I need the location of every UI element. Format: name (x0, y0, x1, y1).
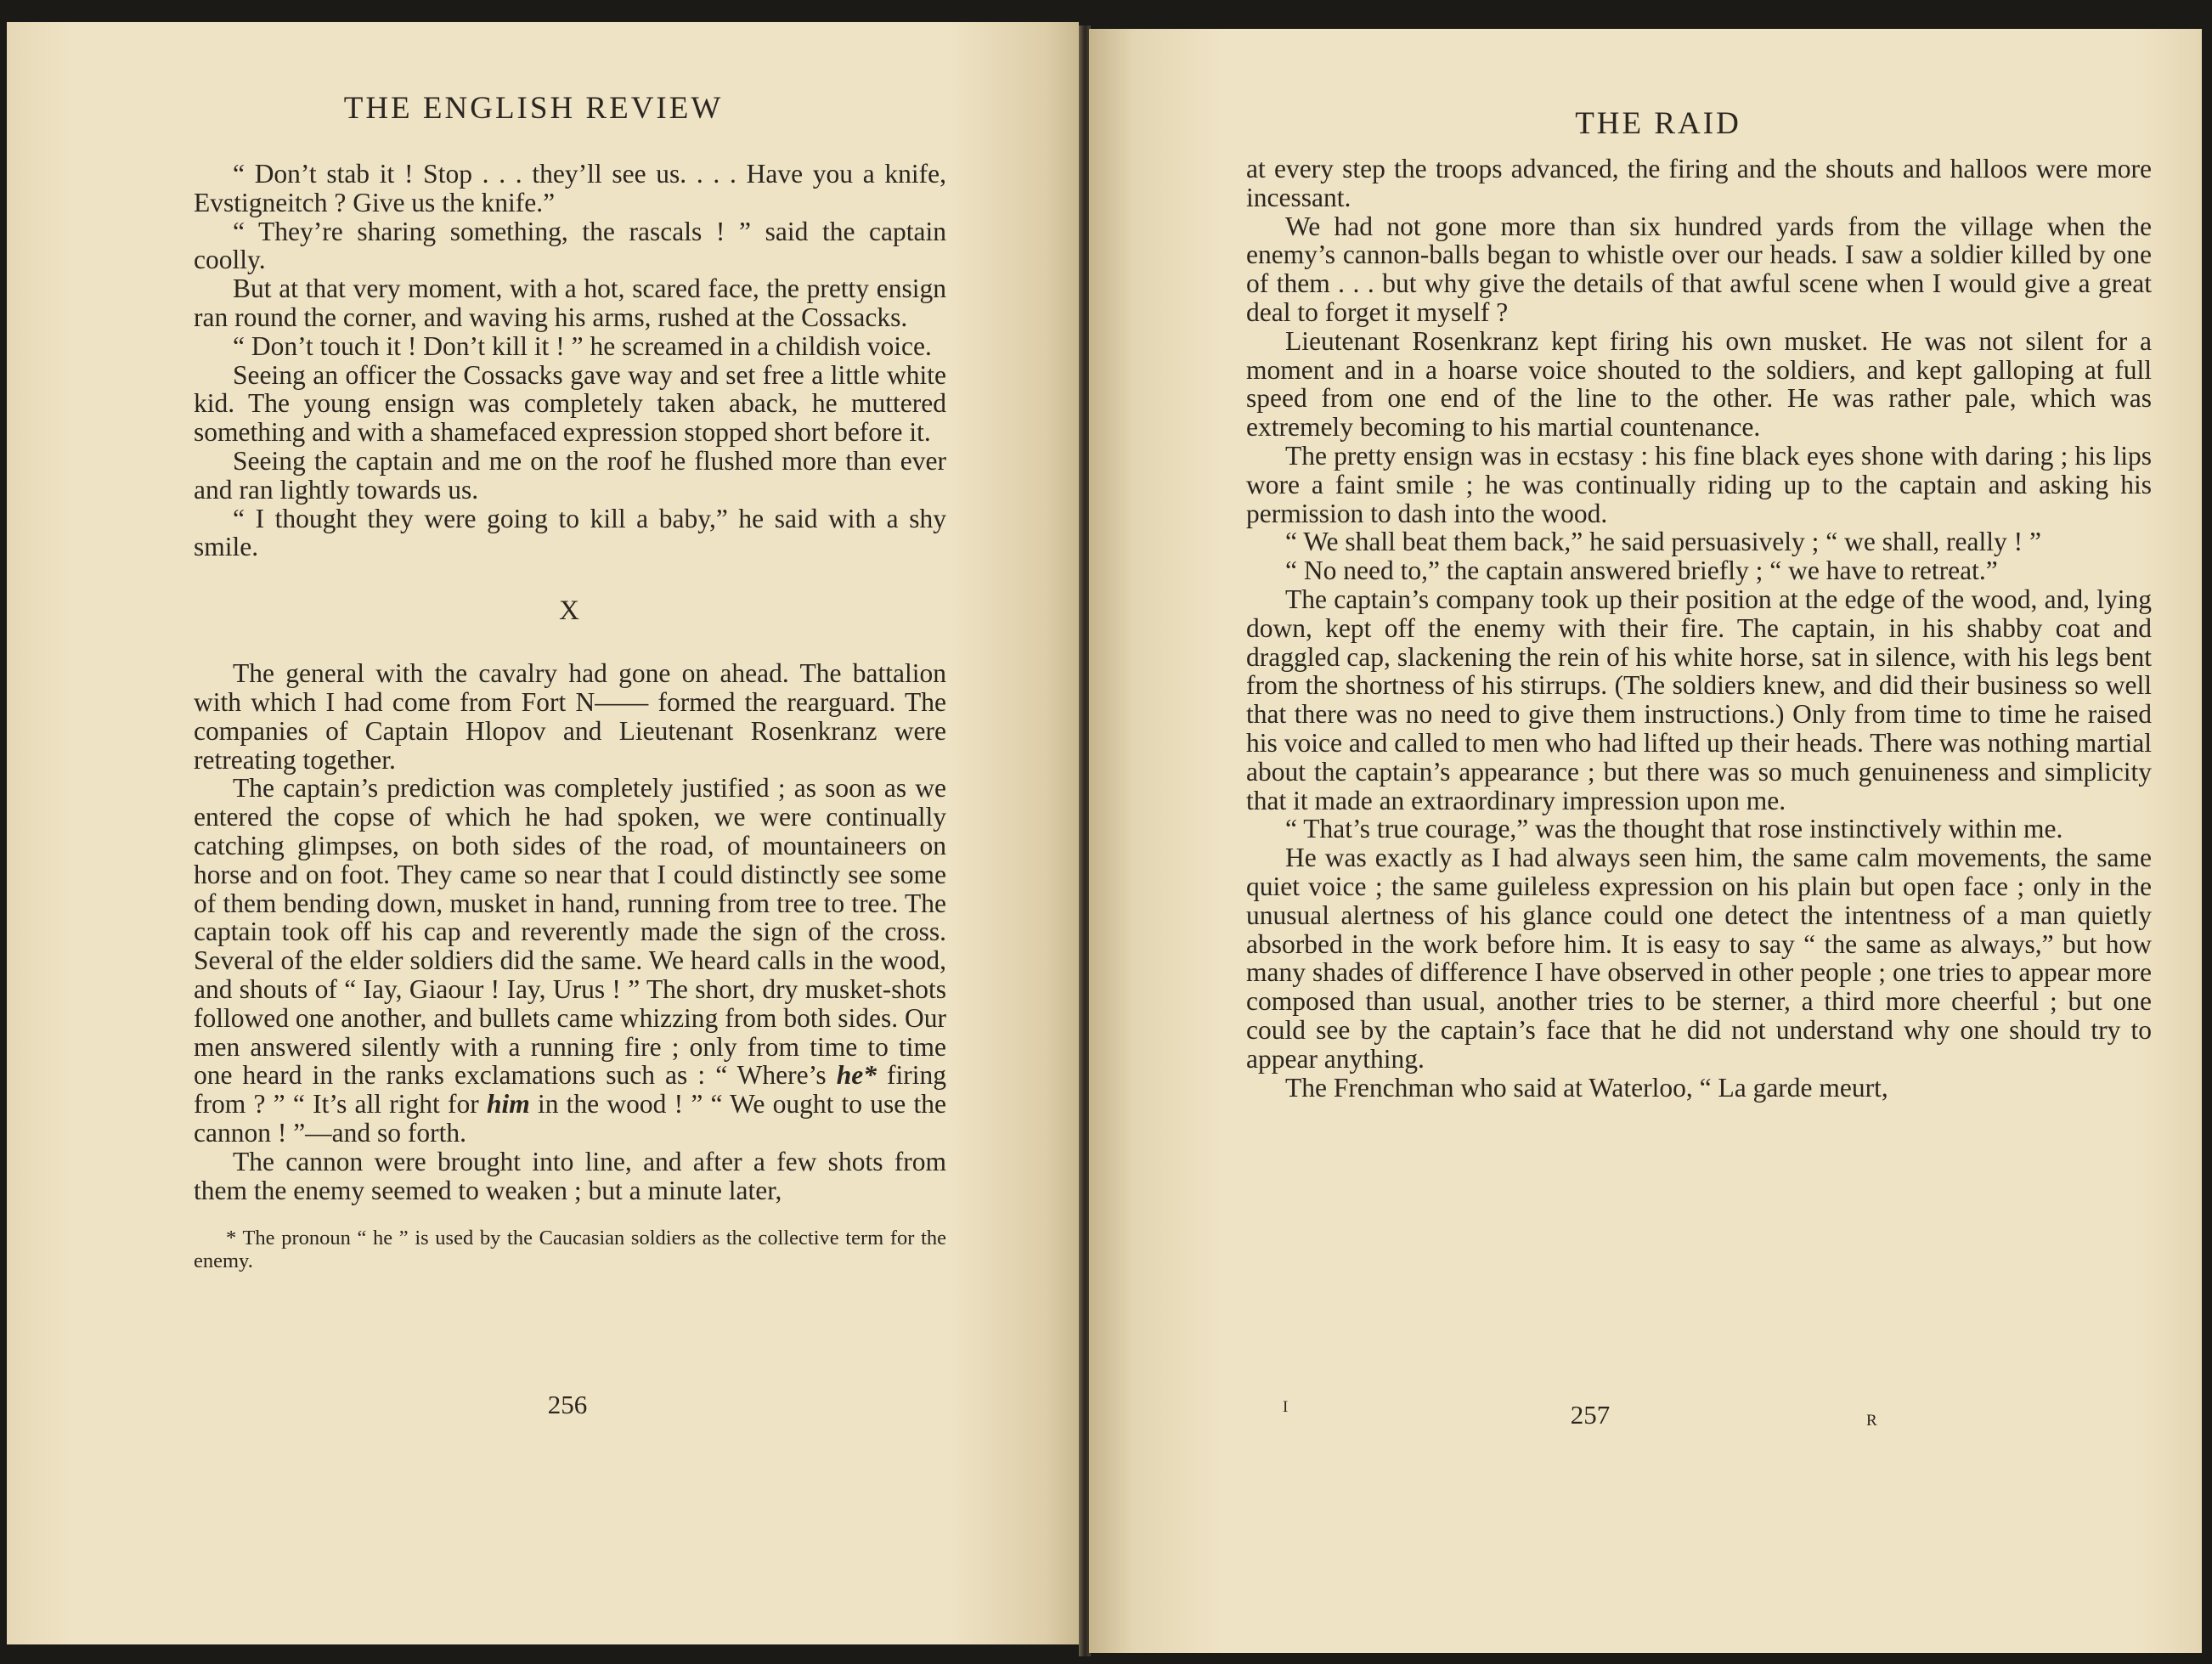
paragraph: We had not gone more than six hundred yards from the village when the enemy’s cannon-balls began to whistle over our heads. I saw a soldier killed by one of them . . . but why give the details of that awful scene when I would give a great deal to forget it myself ? (1246, 211, 2152, 327)
italic-pronoun-he: he* (836, 1060, 877, 1091)
paragraph: The pretty ensign was in ecstasy : his fine black eyes shone with daring ; his lips wore a faint smile ; he was continually riding up to the captain and asking his permission to dash into the wood. (1246, 440, 2152, 528)
right-page-number: 257 (1570, 1400, 1611, 1430)
right-page-body (1246, 155, 2152, 1102)
right-running-head: THE RAID (1575, 106, 1741, 141)
left-page-body (194, 160, 946, 1272)
paragraph (194, 774, 946, 1147)
paragraph: He was exactly as I had always seen him, the same calm movements, the same quiet voice ; the same guileless expression on his plain but open face ; only in the unusual alertness of his glance could one detect the intentness of a man quietly absorbed in the work before him. It is easy to say “ the same as always,” but how many shades of difference I have observed in other people ; one tries to appear more composed than usual, another tries to be sterner, a third more cheerful ; but one could see by the captain’s face that he did not understand why one should try to appear anything. (1246, 843, 2152, 1074)
paragraph: Lieutenant Rosenkranz kept firing his own musket. He was not silent for a moment and in a hoarse voice shouted to the soldiers, and kept galloping at full speed from one end of the line to the other. He was rather pale, which was extremely becoming to his martial countenance. (1246, 325, 2152, 443)
signature-mark-left: I (1283, 1398, 1289, 1416)
paragraph: “ We shall beat them back,” he said persuasively ; “ we shall, really ! ” (1285, 527, 2041, 557)
paragraph: “ Don’t touch it ! Don’t kill it ! ” he screamed in a childish voice. (233, 330, 932, 361)
paragraph: “ That’s true courage,” was the thought that rose instinctively within me. (1285, 814, 2063, 844)
paragraph: “ No need to,” the captain answered briefly ; “ we have to retreat.” (1285, 556, 1998, 586)
paragraph-text: in the wood ! ” “ We ought to use the cannon ! ”—and so forth. (194, 1089, 946, 1148)
paragraph: “ They’re sharing something, the rascals ! ” said the captain coolly. (194, 216, 946, 275)
chapter-numeral: X (559, 595, 581, 627)
right-page (1089, 29, 2202, 1653)
paragraph: The cannon were brought into line, and after a few shots from them the enemy seemed to weaken ; but a minute later, (194, 1146, 946, 1205)
paragraph: at every step the troops advanced, the firing and the shouts and halloos were more incessant. (1246, 154, 2152, 212)
signature-mark-right: R (1866, 1412, 1877, 1430)
left-page (7, 22, 1079, 1644)
left-running-head: THE ENGLISH REVIEW (343, 91, 724, 126)
paragraph: Seeing the captain and me on the roof he flushed more than ever and ran lightly towards us. (194, 445, 946, 505)
footnote: * The pronoun “ he ” is used by the Caucasian soldiers as the collective term for the enemy. (194, 1227, 946, 1273)
paragraph: But at that very moment, with a hot, scared face, the pretty ensign ran round the corner, and waving his arms, rushed at the Cossacks. (194, 274, 946, 332)
left-page-number: 256 (547, 1390, 588, 1419)
italic-pronoun-him: him (486, 1089, 530, 1120)
paragraph-text: The captain’s prediction was completely justified ; as soon as we entered the copse of which he had spoken, we were continually catching glimpses, on both sides of the road, of mountaineers on horse and on foot. They came so near that I could distinctly see some of them bending down, musket in hand, running from tree to tree. The captain took off his cap and reverently made the sign of the cross. Several of the elder soldiers did the same. We heard calls in the wood, and shouts of “ Iay, Giaour ! Iay, Urus ! ” The short, dry musket-shots followed one another, and bullets came whizzing from both sides. Our men answered silently with a running fire ; only from time to time one heard in the ranks exclamations such as : “ Where’s (194, 773, 946, 1091)
paragraph: “ I thought they were going to kill a baby,” he said with a shy smile. (194, 503, 946, 562)
paragraph: “ Don’t stab it ! Stop . . . they’ll see us. . . . Have you a knife, Evstigneitch ? Give us the knife.” (194, 159, 946, 217)
paragraph-text: firing from ? ” “ It’s all right for (194, 1060, 946, 1120)
paragraph: The general with the cavalry had gone on ahead. The battalion with which I had come from Fort N—— formed the rearguard. The companies of Captain Hlopov and Lieutenant Rosenkranz were retreating together. (194, 658, 946, 775)
paragraph: The captain’s company took up their position at the edge of the wood, and, lying down, kept off the enemy with their fire. The captain, in his shabby coat and draggled cap, slackening the rein of his white horse, sat in silence, with his legs bent from the shortness of his stirrups. (The soldiers knew, and did their business so well that there was no need to give them instructions.) Only from time to time he raised his voice and called to men who had lifted up their heads. There was nothing martial about the captain’s appearance ; but there was so much genuineness and simplicity that it made an extraordinary impression upon me. (1246, 584, 2152, 815)
paragraph: The Frenchman who said at Waterloo, “ La garde meurt, (1285, 1072, 1888, 1103)
paragraph: Seeing an officer the Cossacks gave way and set free a little white kid. The young ensign was completely taken aback, he muttered something and with a shamefaced expression stopped short before it. (194, 359, 946, 448)
